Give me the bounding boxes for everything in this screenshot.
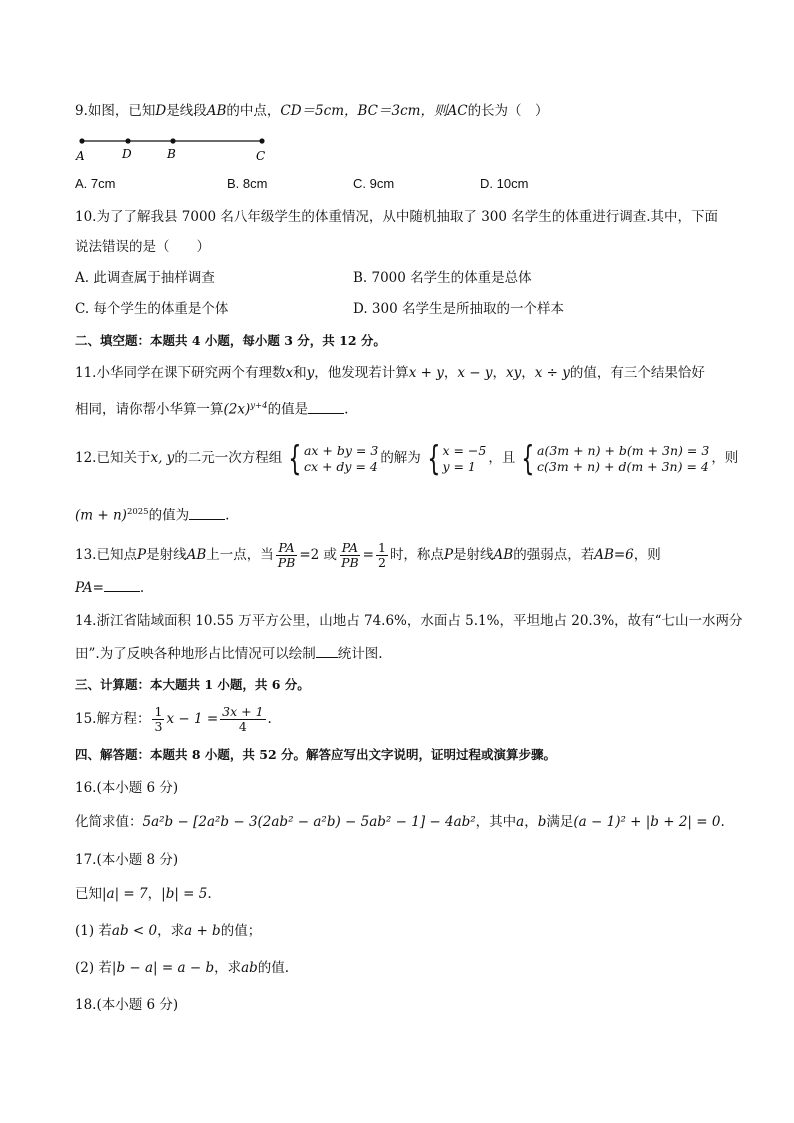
q16-condition: (a − 1)² + |b + 2| = 0 [573,814,721,830]
q15-fraction-one-third [152,705,164,734]
q13-text: 时，称点 [389,547,444,563]
q17-text: 已知 [75,886,102,902]
q11-var-x: x [285,365,294,381]
q11-power-exponent: y+4 [250,401,268,411]
section-2-heading: 二、填空题：本题共 4 小题，每小题 3 分，共 12 分。 [75,333,386,348]
q12-text: 12.已知关于 [75,450,151,466]
q10-option-d[interactable]: D. 300 名学生是所抽取的一个样本 [353,301,564,317]
q13-text: 上一点，当 [206,547,274,563]
q13-text: 13.已知点 [75,547,137,563]
q11-text: 的值，有三个结果恰好 [569,365,705,381]
q17-text: ，求 [214,960,242,976]
q15-fraction-rhs [220,705,265,734]
q17-p1-target: a + b [184,923,221,939]
q17-text: (2) 若 [75,960,112,976]
q17-text: . [207,886,212,902]
q9-text: 如图，已知 [87,103,156,119]
q17-text: ，求 [157,923,185,939]
q9-text: 的长为（ ） [467,103,549,119]
section-3-heading: 三、计算题：本大题共 1 小题，共 6 分。 [75,677,310,692]
q16-text: . [720,814,725,830]
q13-var-p: P [443,547,454,563]
q13-var-ab: AB [186,547,207,563]
q13-frac-num: PA [278,540,295,555]
q17-abs-b: |b| = 5 [161,886,208,902]
q14-line1: 14.浙江省陆域面积 10.55 万平方公里，山地占 74.6%，水面占 5.1%，平坦地占 20.3%，故有“七山一水两分 [75,613,743,629]
q16-text: ， [524,814,538,830]
q12-system-1: { ax + by = 3 cx + dy = 4 [288,438,379,479]
q13-frac-num: 1 [377,540,386,555]
q12-line1 [75,438,738,478]
q16-var-b: b [537,814,547,830]
q9-var-cd: CD [280,103,302,119]
q12-text: 的值为 [148,507,190,524]
q12-vars: x, y [150,450,175,466]
q10-stem-line1: 10.为了了解我县 7000 名八年级学生的体重情况，从中随机抽取了 300 名学生的体重进行调查.其中，下面 [75,209,719,225]
q13-answer-blank[interactable] [104,578,140,592]
q13-pa-label: PA= [75,580,104,596]
q9-var-ab: AB [206,103,227,119]
q13-line1 [75,538,661,572]
q13-fraction-pa-pb-2 [339,541,361,570]
q17-given [75,884,212,904]
q16-body [75,812,725,832]
q15-expr: x − 1 = [166,711,219,727]
q11-text: . [344,401,349,418]
q12-answer-blank[interactable] [189,506,225,520]
q12-system-3: { a(3m + n) + b(m + 3n) = 3 c(3m + n) + d(m + 3n) = 4 [521,438,710,479]
label-c: C [256,149,266,163]
q11-text: 11.小华同学在课下研究两个有理数 [75,365,286,381]
point-a [79,138,84,143]
point-c [259,138,264,143]
q12-text: ，且 [488,450,516,466]
q9-text: 的中点， [226,103,281,119]
q13-text: 是射线 [146,547,187,563]
q13-fraction-half [376,541,388,570]
q16-text: ，其中 [475,814,517,830]
q12-line2 [75,502,229,526]
q16-text: 化简求值： [75,814,143,830]
q16-text: 满足 [546,814,574,830]
q17-abs-a: |a| = 7 [102,886,148,902]
q13-text: =2 或 [299,547,338,563]
q12-text: 的二元一次方程组 [174,450,283,466]
q9-var-ac: AC [447,103,468,119]
label-a: A [76,149,85,163]
q10-stem-line2: 说法错误的是（ ） [75,239,210,255]
q13-ab-value: AB=6 [594,547,634,563]
q15-text: 15.解方程： [75,711,151,727]
q9-stem [75,101,549,121]
q15-line [75,701,272,737]
q17-title: 17.(本小题 8 分) [75,852,179,868]
q12-eq: ax + by = 3 [303,442,379,458]
q16-var-a: a [516,814,525,830]
q9-bc-value: ＝3cm，则 [378,103,448,119]
q13-frac-den: PB [277,555,296,570]
q13-text: ，则 [633,547,661,563]
point-b [170,138,175,143]
q13-fraction-pa-pb [276,541,298,570]
q13-line2 [75,578,144,598]
section-4-heading: 四、解答题：本题共 8 小题，共 52 分。解答应写出文字说明，证明过程或演算步骤。 [75,747,557,762]
q12-text: 的解为 [380,450,421,466]
q11-expr-diff: x − y [457,365,493,381]
q11-text: 相同，请你帮小华算一算 [75,401,224,418]
q14-line2 [75,644,383,664]
q13-text: 是射线 [453,547,494,563]
q13-frac-num: PA [341,540,359,555]
q12-system-2: { x = −5 y = 1 [427,438,487,479]
q9-option-c[interactable]: C. 9cm [353,176,395,191]
q13-var-ab: AB [493,547,514,563]
q10-option-a[interactable]: A. 此调查属于抽样调查 [75,270,215,286]
q15-frac-num: 3x + 1 [222,704,264,719]
q11-expr-sum: x + y [408,365,444,381]
q12-power-base: (m + n) [75,507,127,524]
q13-frac-den: PB [341,555,359,570]
q9-var-d: D [155,103,167,119]
q12-eq: cx + dy = 4 [303,458,378,474]
q17-part2 [75,958,289,978]
q13-var-p: P [136,547,147,563]
q13-text: 的强弱点，若 [513,547,595,563]
q12-eq: a(3m + n) + b(m + 3n) = 3 [537,442,710,458]
q12-eq: c(3m + n) + d(m + 3n) = 4 [537,458,709,474]
q11-expr-product: xy [506,365,522,381]
q11-line2 [75,396,348,420]
label-d: D [122,147,132,161]
q12-eq: y = 1 [442,458,476,474]
q9-var-bc: BC [357,103,379,119]
q11-answer-blank[interactable] [308,400,344,414]
q9-number: 9. [75,103,88,119]
q14-text: 统计图. [337,646,383,662]
q15-frac-num: 1 [154,704,163,719]
q12-eq: x = −5 [442,442,487,458]
q17-text: (1) 若 [75,923,112,939]
q9-text: 是线段 [166,103,207,119]
q11-text: 的值是 [267,401,309,418]
q14-text: 田”.为了反映各种地形占比情况可以绘制 [75,646,316,662]
q11-expr-quotient: x ÷ y [534,365,570,381]
q17-part1 [75,921,261,941]
q13-text: . [139,580,145,596]
q10-option-c[interactable]: C. 每个学生的体重是个体 [75,301,229,317]
q15-text: . [267,711,272,727]
q11-power-base: (2x) [223,401,251,418]
q16-title: 16.(本小题 6 分) [75,780,179,796]
q11-text: 和 [293,365,307,381]
q14-answer-blank[interactable] [316,644,338,658]
segment-diagram [74,132,274,166]
q11-text: ，他发现若计算 [314,365,409,381]
q10-option-b[interactable]: B. 7000 名学生的体重是总体 [353,270,532,286]
q17-text: ， [147,886,162,902]
q9-option-b[interactable]: B. 8cm [227,176,268,191]
q9-option-a[interactable]: A. 7cm [75,176,116,191]
q11-var-y: y [306,365,315,381]
label-b: B [167,147,176,161]
q15-frac-den: 3 [154,719,163,734]
q18-title: 18.(本小题 6 分) [75,997,179,1013]
point-d [125,138,130,143]
q9-cd-value: ＝5cm， [301,103,358,119]
q12-power-exponent: 2025 [126,507,149,517]
q12-text: . [225,507,230,524]
q13-text: = [362,547,374,563]
q17-text: 的值； [220,923,262,939]
q12-text: ，则 [711,450,739,466]
q17-text: 的值. [257,960,290,976]
q17-p2-condition: |b − a| = a − b [111,960,215,976]
q9-option-d[interactable]: D. 10cm [480,176,529,191]
q13-frac-den: 2 [377,555,386,570]
q17-p1-condition: ab < 0 [111,923,158,939]
q16-expression: 5a²b − [2a²b − 3(2ab² − a²b) − 5ab² − 1] − 4ab² [142,814,476,830]
q15-frac-den: 4 [238,719,247,734]
q11-line1: 11.小华同学在课下研究两个有理数x和y，他发现若计算x + y，x − y，xy，x ÷ y的值，有三个结果恰好 [75,365,705,381]
q17-p2-target: ab [241,960,258,976]
